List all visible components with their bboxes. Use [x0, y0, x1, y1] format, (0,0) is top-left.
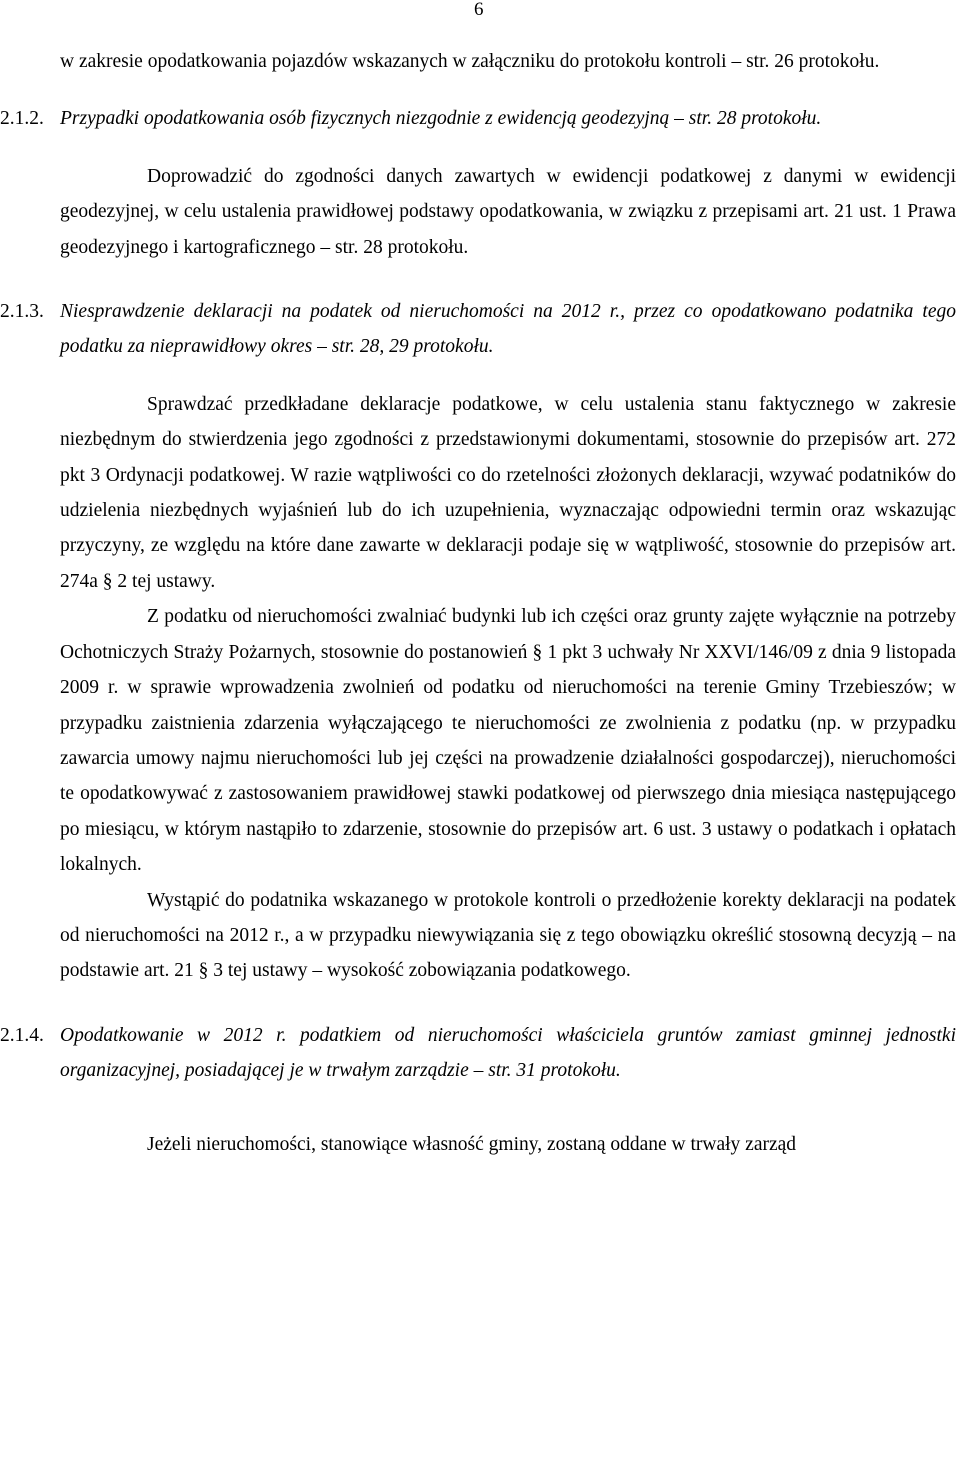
spacer	[60, 989, 956, 1018]
section-number: 2.1.4.	[0, 1024, 44, 1046]
paragraph-recommendation-management: Jeżeli nieruchomości, stanowiące własność gminy, zostaną oddane w trwały zarząd	[147, 1133, 797, 1155]
spacer	[60, 79, 956, 101]
section-title: Przypadki opodatkowania osób fizycznych niezgodnie z ewidencją geodezyjną – str. 28 protokołu.	[60, 108, 822, 130]
spacer	[60, 365, 956, 387]
section-title: Opodatkowanie w 2012 r. podatkiem od nieruchomości właściciela gruntów zamiast gminnej jednostki organizacyjnej, posiadającej je w trwałym zarządzie – str. 31 protokołu.	[60, 1024, 956, 1082]
section-heading-2-1-4	[0, 1018, 956, 1089]
section-number: 2.1.2.	[0, 108, 44, 130]
spacer	[60, 265, 956, 294]
page-number: 6	[474, 0, 484, 20]
section-title: Niesprawdzenie deklaracji na podatek od nieruchomości na 2012 r., przez co opodatkowano podatnika tego podatku za nieprawidłowy okres – str. 28, 29 protokołu.	[60, 301, 956, 358]
section-number: 2.1.3.	[0, 301, 44, 323]
paragraph-recommendation-exemptions: Z podatku od nieruchomości zwalniać budynki lub ich części oraz grunty zajęte wyłącznie na potrzeby Ochotniczych Straży Pożarnych, stosownie do postanowień § 1 pkt 3 uchwały Nr XXVI/146/09 z dnia 9 listopada 2009 r. w sprawie wprowadzenia zwolnień od podatku od nieruchomości na terenie Gminy Trzebieszów; w przypadku zaistnienia zdarzenia wyłączającego te nieruchomości ze zwolnienia z podatku (np. w przypadku zawarcia umowy najmu nieruchomości lub jej części na prowadzenie działalności gospodarczej), nieruchomości te opodatkowywać z zastosowaniem prawidłowej stawki podatkowej od pierwszego dnia miesiąca następującego po miesiącu, w którym nastąpiło to zdarzenie, stosownie do przepisów art. 6 ust. 3 ustawy o podatkach i opłatach lokalnych.	[60, 606, 956, 876]
paragraph-recommendation-declarations: Sprawdzać przedkładane deklaracje podatkowe, w celu ustalenia stanu faktycznego w zakresie niezbędnym do stwierdzenia jego zgodności z przedstawionymi dokumentami, stosownie do przepisów art. 272 pkt 3 Ordynacji podatkowej. W razie wątpliwości co do rzetelności złożonych deklaracji, wzywać podatników do udzielenia niezbędnych wyjaśnień lub do ich uzupełnienia, wyznaczając odpowiedni termin oraz wskazując przyczyny, ze względu na które dane zawarte w deklaracji podaje się w wątpliwość, stosownie do przepisów art. 274a § 2 tej ustawy.	[60, 393, 956, 592]
section-heading-2-1-2	[0, 101, 956, 136]
spacer	[60, 137, 956, 159]
paragraph-recommendation-correction: Wystąpić do podatnika wskazanego w protokole kontroli o przedłożenie korekty deklaracji na podatek od nieruchomości na 2012 r., a w przypadku niewywiązania się z tego obowiązku określić stosowną decyzją – na podstawie art. 21 § 3 tej ustawy – wysokość zobowiązania podatkowego.	[60, 889, 956, 982]
document-body	[0, 44, 956, 1162]
spacer	[60, 1089, 956, 1127]
section-heading-2-1-3	[0, 294, 956, 365]
paragraph-recommendation-geodesy: Doprowadzić do zgodności danych zawartych w ewidencji podatkowej z danymi w ewidencji geodezyjnej, w celu ustalenia prawidłowej podstawy opodatkowania, w związku z przepisami art. 21 ust. 1 Prawa geodezyjnego i kartograficznego – str. 28 protokołu.	[60, 165, 956, 258]
paragraph-intro: w zakresie opodatkowania pojazdów wskazanych w załączniku do protokołu kontroli – str. 26 protokołu.	[60, 51, 880, 72]
